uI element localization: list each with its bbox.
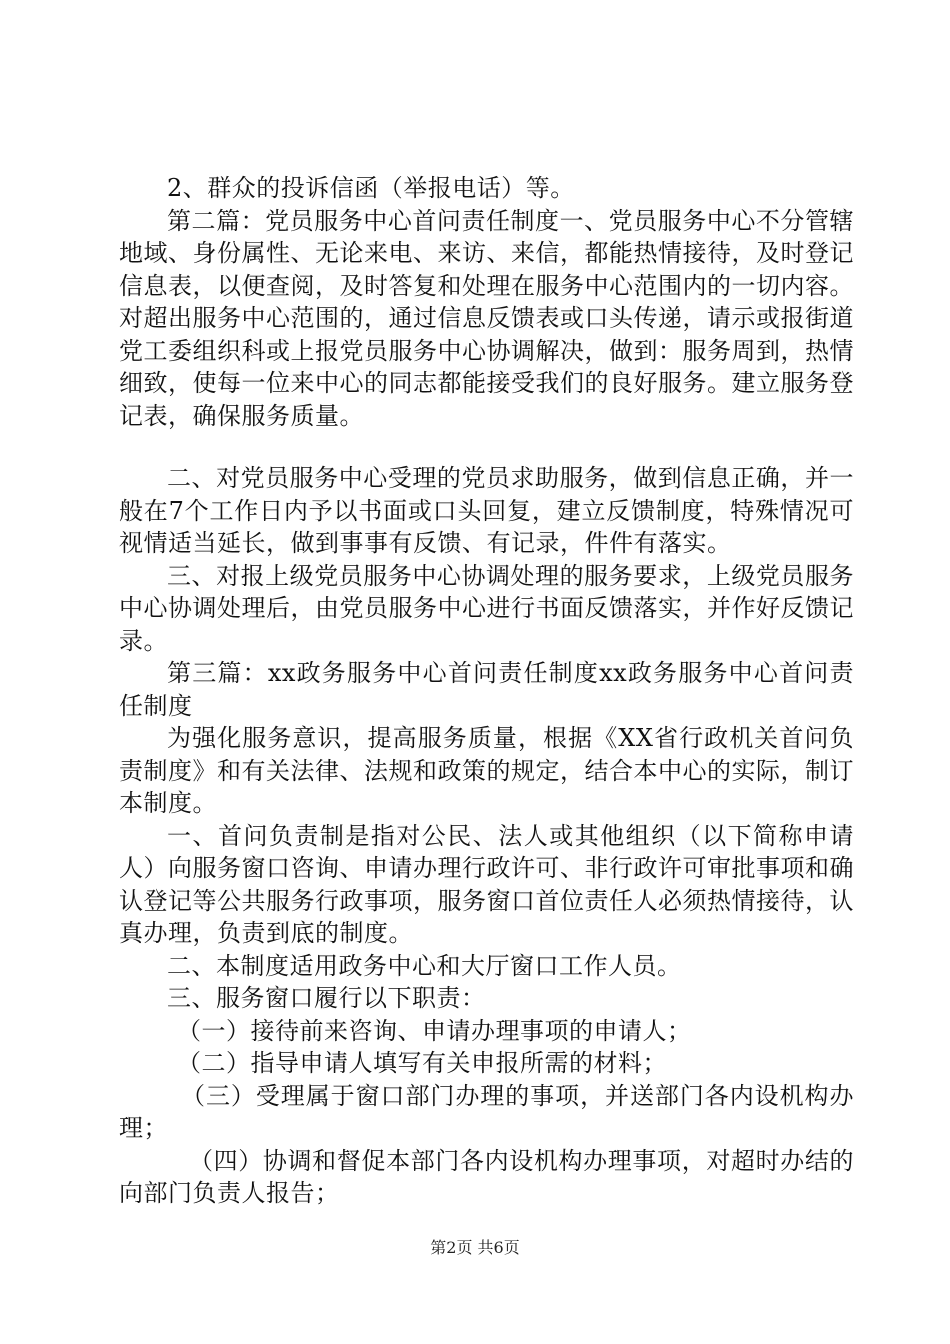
document-body bbox=[119, 172, 854, 1210]
paragraph-item-two: 二、对党员服务中心受理的党员求助服务，做到信息正确，并一般在7个工作日内予以书面或口头回复，建立反馈制度，特殊情况可视情适当延长，做到事事有反馈、有记录，件件有落实。 bbox=[119, 464, 854, 557]
paragraph-duty-one: （一）接待前来咨询、申请办理事项的申请人； bbox=[177, 1016, 692, 1045]
paragraph-duty-three: （三）受理属于窗口部门办理的事项，并送部门各内设机构办理； bbox=[119, 1081, 854, 1142]
paragraph-purpose: 为强化服务意识，提高服务质量，根据《XX省行政机关首问负责制度》和有关法律、法规和政策的规定，结合本中心的实际，制订本制度。 bbox=[119, 724, 854, 817]
paragraph-duty-four: （四）协调和督促本部门各内设机构办理事项，对超时办结的向部门负责人报告； bbox=[119, 1146, 854, 1207]
paragraph-scope: 二、本制度适用政务中心和大厅窗口工作人员。 bbox=[167, 951, 682, 980]
paragraph-duty-two: （二）指导申请人填写有关申报所需的材料； bbox=[177, 1049, 667, 1077]
paragraph-item-three: 三、对报上级党员服务中心协调处理的服务要求，上级党员服务中心协调处理后，由党员服务中心进行书面反馈落实，并作好反馈记录。 bbox=[119, 561, 854, 655]
paragraph-definition: 一、首问负责制是指对公民、法人或其他组织（以下简称申请人）向服务窗口咨询、申请办理行政许可、非行政许可审批事项和确认登记等公共服务行政事项，服务窗口首位责任人必须热情接待，认真办理，负责到底的制度。 bbox=[119, 821, 854, 947]
paragraph-complaint-letters: 2、群众的投诉信函（举报电话）等。 bbox=[167, 174, 575, 202]
paragraph-duties-heading: 三、服务窗口履行以下职责： bbox=[167, 984, 486, 1012]
paragraph-chapter-two: 第二篇：党员服务中心首问责任制度一、党员服务中心不分管辖地域、身份属性、无论来电、来访、来信，都能热情接待，及时登记信息表，以便查阅，及时答复和处理在服务中心范围内的一切内容。对超出服务中心范围的，通过信息反馈表或口头传递，请示或报街道党工委组织科或上报党员服务中心协调解决，做到：服务周到，热情细致，使每一位来中心的同志都能接受我们的良好服务。建立服务登记表，确保服务质量。 bbox=[119, 206, 854, 430]
paragraph-chapter-three-title: 第三篇：xx政务服务中心首问责任制度xx政务服务中心首问责任制度 bbox=[119, 659, 854, 720]
paragraph-gap bbox=[119, 432, 854, 462]
page-footer: 第2页 共6页 bbox=[430, 1238, 520, 1257]
